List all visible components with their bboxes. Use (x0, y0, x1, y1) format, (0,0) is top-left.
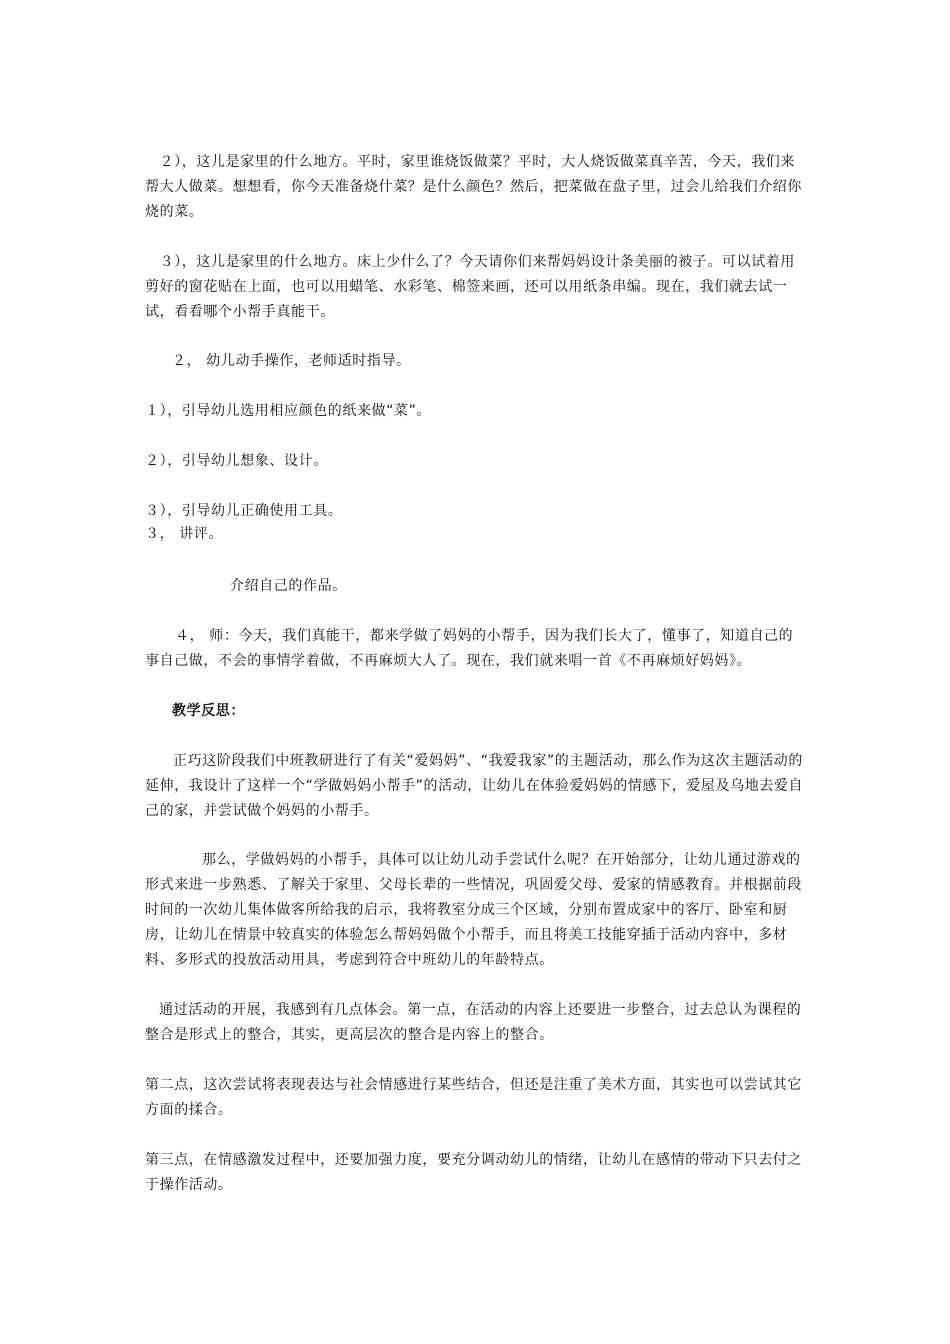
step4-paragraph: ４， 师：今天，我们真能干，都来学做了妈妈的小帮手，因为我们长大了，懂事了，知道自己的事自己做，不会的事情学着做，不再麻烦大人了。现在，我们就来唱一首《不再麻烦好妈妈》。 (145, 628, 794, 669)
reflection-heading: 教学反思： (172, 703, 245, 719)
reflection-paragraph-2: 那么，学做妈妈的小帮手，具体可以让幼儿动手尝试什么呢？在开始部分，让幼儿通过游戏的形式来进一步熟悉、了解关于家里、父母长辈的一些情况，巩固爱父母、爱家的情感教育。并根据前段时间的一次幼儿集体做客所给我的启示，我将教室分成三个区域，分别布置成家中的客厅、卧室和厨房，让幼儿在情景中较真实的体验怎么帮妈妈做个小帮手，而且将美工技能穿插于活动内容中，多材料、多形式的投放活动用具，考虑到符合中班幼儿的年龄特点。 (145, 852, 802, 968)
reflection-paragraph-3: 通过活动的开展，我感到有几点体会。第一点，在活动的内容上还要进一步整合，过去总认为课程的整合是形式上的整合，其实，更高层次的整合是内容上的整合。 (145, 1002, 802, 1043)
step2-item2: ２），引导幼儿想象、设计。 (145, 453, 328, 469)
reflection-paragraph-5: 第三点，在情感激发过程中，还要加强力度，要充分调动幼儿的情绪，让幼儿在感情的带动下只去付之于操作活动。 (145, 1152, 802, 1193)
step2-item3: ３），引导幼儿正确使用工具。 (145, 503, 343, 519)
step1-item3-paragraph: ３），这儿是家里的什么地方。床上少什么了？今天请你们来帮妈妈设计条美丽的被子。可以试着用剪好的窗花贴在上面，也可以用蜡笔、水彩笔、棉签来画，还可以用纸条串编。现在，我们就去试一试，看看哪个小帮手真能干。 (145, 254, 795, 320)
step1-item2-paragraph: ２），这儿是家里的什么地方。平时，家里谁烧饭做菜？平时，大人烧饭做菜真辛苦，今天，我们来帮大人做菜。想想看，你今天准备烧什菜？是什么颜色？然后，把菜做在盘子里，过会儿给我们介绍你烧的菜。 (145, 154, 802, 220)
step3-detail: 介绍自己的作品。 (230, 578, 347, 594)
reflection-paragraph-4: 第二点，这次尝试将表现表达与社会情感进行某些结合，但还是注重了美术方面，其实也可以尝试其它方面的揉合。 (145, 1077, 802, 1118)
step2-item1: １），引导幼儿选用相应颜色的纸来做“菜”。 (145, 403, 432, 419)
reflection-paragraph-1: 正巧这阶段我们中班教研进行了有关“爱妈妈”、“我爱我家”的主题活动，那么作为这次主题活动的延伸，我设计了这样一个“学做妈妈小帮手”的活动，让幼儿在体验爱妈妈的情感下，爱屋及乌地去爱自己的家，并尝试做个妈妈的小帮手。 (145, 753, 804, 819)
step2-title: ２， 幼儿动手操作，老师适时指导。 (172, 353, 411, 369)
step3-title: ３， 讲评。 (145, 526, 224, 542)
